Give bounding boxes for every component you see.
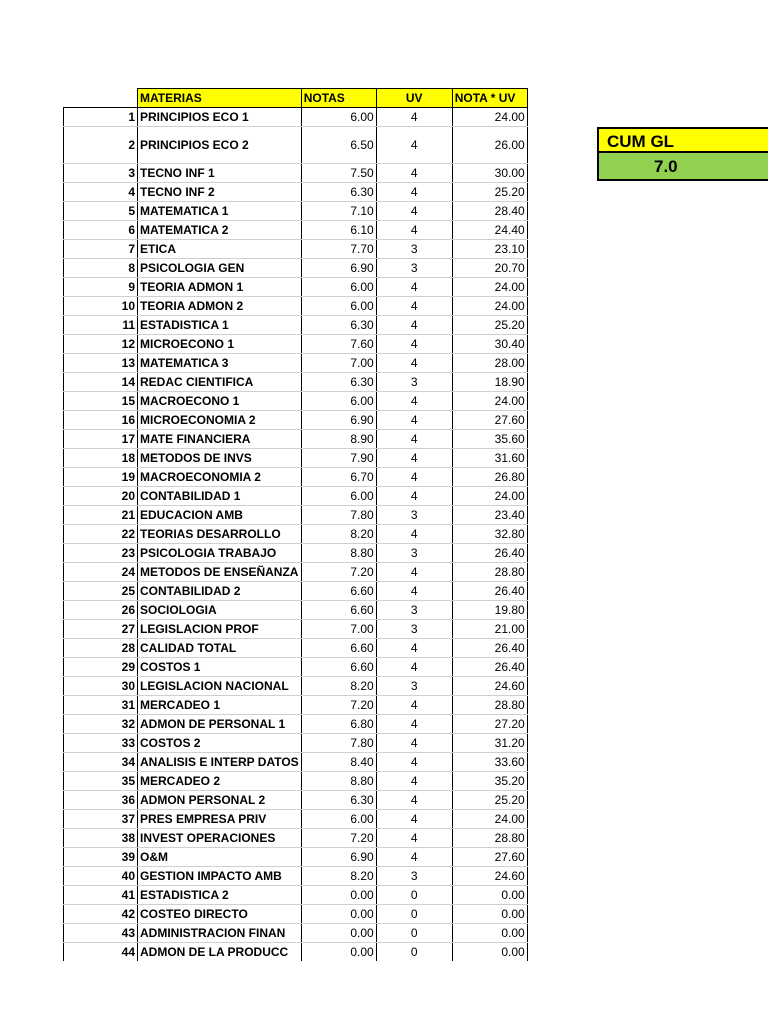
nota-cell: 8.20 [301, 677, 376, 696]
uv-cell: 3 [376, 373, 452, 392]
row-number: 9 [64, 278, 138, 297]
table-row [64, 430, 528, 449]
materia-cell: ADMINISTRACION FINAN [138, 924, 302, 943]
materia-cell: COSTOS 1 [138, 658, 302, 677]
uv-cell: 4 [376, 127, 452, 164]
materia-cell: ESTADISTICA 1 [138, 316, 302, 335]
nota-cell: 0.00 [301, 943, 376, 962]
uv-cell: 4 [376, 316, 452, 335]
row-number: 32 [64, 715, 138, 734]
uv-cell: 3 [376, 867, 452, 886]
materia-cell: O&M [138, 848, 302, 867]
nota-cell: 6.00 [301, 392, 376, 411]
nota-uv-cell: 24.00 [452, 297, 527, 316]
nota-uv-cell: 26.00 [452, 127, 527, 164]
table-row [64, 127, 528, 164]
uv-cell: 3 [376, 620, 452, 639]
cum-value: 7.0 [597, 153, 768, 181]
nota-cell: 6.60 [301, 601, 376, 620]
row-number: 44 [64, 943, 138, 962]
nota-uv-cell: 24.60 [452, 677, 527, 696]
nota-cell: 6.60 [301, 658, 376, 677]
table-row [64, 658, 528, 677]
table-row [64, 924, 528, 943]
nota-uv-cell: 25.20 [452, 316, 527, 335]
table-row [64, 886, 528, 905]
nota-uv-cell: 23.10 [452, 240, 527, 259]
table-row [64, 487, 528, 506]
row-number: 14 [64, 373, 138, 392]
nota-cell: 7.00 [301, 620, 376, 639]
table-row [64, 791, 528, 810]
table-row [64, 354, 528, 373]
table-row [64, 506, 528, 525]
cum-label: CUM GL [597, 127, 768, 153]
nota-uv-cell: 0.00 [452, 943, 527, 962]
row-number: 38 [64, 829, 138, 848]
nota-cell: 7.80 [301, 734, 376, 753]
nota-uv-cell: 26.40 [452, 639, 527, 658]
materia-cell: GESTION IMPACTO AMB [138, 867, 302, 886]
materia-cell: ADMON DE LA PRODUCC [138, 943, 302, 962]
nota-cell: 7.50 [301, 164, 376, 183]
row-number: 10 [64, 297, 138, 316]
materia-cell: TECNO INF 2 [138, 183, 302, 202]
nota-cell: 8.40 [301, 753, 376, 772]
nota-cell: 6.90 [301, 848, 376, 867]
materia-cell: COSTOS 2 [138, 734, 302, 753]
uv-cell: 4 [376, 278, 452, 297]
uv-cell: 0 [376, 905, 452, 924]
table-row [64, 582, 528, 601]
materia-cell: CALIDAD TOTAL [138, 639, 302, 658]
uv-cell: 4 [376, 202, 452, 221]
uv-cell: 4 [376, 734, 452, 753]
nota-uv-cell: 28.80 [452, 696, 527, 715]
materia-cell: ESTADISTICA 2 [138, 886, 302, 905]
nota-uv-cell: 0.00 [452, 924, 527, 943]
nota-cell: 6.50 [301, 127, 376, 164]
materia-cell: ANALISIS E INTERP DATOS [138, 753, 302, 772]
uv-cell: 4 [376, 563, 452, 582]
table-row [64, 335, 528, 354]
nota-uv-cell: 24.00 [452, 810, 527, 829]
uv-cell: 4 [376, 449, 452, 468]
table-row [64, 297, 528, 316]
materia-cell: TEORIA ADMON 1 [138, 278, 302, 297]
uv-cell: 4 [376, 392, 452, 411]
nota-cell: 8.90 [301, 430, 376, 449]
nota-cell: 6.30 [301, 183, 376, 202]
table-row [64, 810, 528, 829]
uv-cell: 4 [376, 810, 452, 829]
nota-cell: 6.90 [301, 259, 376, 278]
header-notas: NOTAS [301, 89, 376, 108]
uv-cell: 4 [376, 582, 452, 601]
table-row [64, 772, 528, 791]
nota-cell: 6.30 [301, 791, 376, 810]
row-number: 16 [64, 411, 138, 430]
row-number: 17 [64, 430, 138, 449]
table-row [64, 677, 528, 696]
nota-cell: 7.70 [301, 240, 376, 259]
materia-cell: PRES EMPRESA PRIV [138, 810, 302, 829]
uv-cell: 0 [376, 943, 452, 962]
nota-uv-cell: 27.60 [452, 411, 527, 430]
nota-uv-cell: 25.20 [452, 791, 527, 810]
row-number: 27 [64, 620, 138, 639]
table-row [64, 259, 528, 278]
uv-cell: 4 [376, 183, 452, 202]
nota-cell: 8.20 [301, 525, 376, 544]
row-number: 24 [64, 563, 138, 582]
nota-cell: 7.20 [301, 563, 376, 582]
nota-uv-cell: 28.80 [452, 829, 527, 848]
uv-cell: 0 [376, 886, 452, 905]
table-row [64, 202, 528, 221]
materia-cell: REDAC CIENTIFICA [138, 373, 302, 392]
table-row [64, 468, 528, 487]
table-row [64, 240, 528, 259]
nota-cell: 6.60 [301, 582, 376, 601]
nota-cell: 0.00 [301, 886, 376, 905]
nota-cell: 6.80 [301, 715, 376, 734]
table-row [64, 411, 528, 430]
nota-uv-cell: 0.00 [452, 905, 527, 924]
nota-uv-cell: 33.60 [452, 753, 527, 772]
nota-cell: 6.10 [301, 221, 376, 240]
materia-cell: INVEST OPERACIONES [138, 829, 302, 848]
table-row [64, 715, 528, 734]
row-number: 35 [64, 772, 138, 791]
table-row [64, 696, 528, 715]
nota-uv-cell: 26.40 [452, 658, 527, 677]
nota-uv-cell: 31.60 [452, 449, 527, 468]
nota-cell: 8.80 [301, 772, 376, 791]
row-number: 41 [64, 886, 138, 905]
nota-uv-cell: 0.00 [452, 886, 527, 905]
row-number: 7 [64, 240, 138, 259]
materia-cell: MATE FINANCIERA [138, 430, 302, 449]
row-number: 4 [64, 183, 138, 202]
uv-cell: 3 [376, 506, 452, 525]
nota-uv-cell: 30.40 [452, 335, 527, 354]
materia-cell: MATEMATICA 2 [138, 221, 302, 240]
row-number: 5 [64, 202, 138, 221]
nota-uv-cell: 20.70 [452, 259, 527, 278]
nota-uv-cell: 27.20 [452, 715, 527, 734]
uv-cell: 4 [376, 791, 452, 810]
table-row [64, 183, 528, 202]
row-number: 30 [64, 677, 138, 696]
uv-cell: 4 [376, 696, 452, 715]
row-number: 22 [64, 525, 138, 544]
nota-uv-cell: 18.90 [452, 373, 527, 392]
nota-cell: 6.60 [301, 639, 376, 658]
row-number: 28 [64, 639, 138, 658]
nota-uv-cell: 26.40 [452, 582, 527, 601]
nota-uv-cell: 28.00 [452, 354, 527, 373]
row-number: 18 [64, 449, 138, 468]
uv-cell: 4 [376, 772, 452, 791]
row-number: 19 [64, 468, 138, 487]
materia-cell: MATEMATICA 3 [138, 354, 302, 373]
nota-cell: 6.00 [301, 108, 376, 127]
nota-cell: 7.20 [301, 696, 376, 715]
nota-cell: 7.00 [301, 354, 376, 373]
table-row [64, 164, 528, 183]
nota-cell: 7.10 [301, 202, 376, 221]
nota-uv-cell: 21.00 [452, 620, 527, 639]
row-number: 3 [64, 164, 138, 183]
nota-cell: 6.00 [301, 487, 376, 506]
materia-cell: TEORIA ADMON 2 [138, 297, 302, 316]
materia-cell: CONTABILIDAD 1 [138, 487, 302, 506]
nota-uv-cell: 25.20 [452, 183, 527, 202]
materia-cell: PRINCIPIOS ECO 2 [138, 127, 302, 164]
uv-cell: 4 [376, 525, 452, 544]
nota-uv-cell: 19.80 [452, 601, 527, 620]
materia-cell: MACROECONO 1 [138, 392, 302, 411]
uv-cell: 4 [376, 354, 452, 373]
table-row [64, 108, 528, 127]
nota-uv-cell: 24.00 [452, 108, 527, 127]
row-number: 15 [64, 392, 138, 411]
nota-uv-cell: 24.00 [452, 487, 527, 506]
materia-cell: LEGISLACION PROF [138, 620, 302, 639]
materia-cell: TECNO INF 1 [138, 164, 302, 183]
nota-uv-cell: 35.60 [452, 430, 527, 449]
materia-cell: METODOS DE INVS [138, 449, 302, 468]
materia-cell: MATEMATICA 1 [138, 202, 302, 221]
table-row [64, 221, 528, 240]
materia-cell: TEORIAS DESARROLLO [138, 525, 302, 544]
header-materias: MATERIAS [138, 89, 302, 108]
row-number: 26 [64, 601, 138, 620]
materia-cell: MICROECONOMIA 2 [138, 411, 302, 430]
uv-cell: 4 [376, 335, 452, 354]
uv-cell: 4 [376, 221, 452, 240]
row-number: 20 [64, 487, 138, 506]
materia-cell: MERCADEO 2 [138, 772, 302, 791]
row-number: 37 [64, 810, 138, 829]
row-number: 43 [64, 924, 138, 943]
nota-uv-cell: 24.00 [452, 278, 527, 297]
table-row [64, 316, 528, 335]
nota-cell: 0.00 [301, 905, 376, 924]
header-row [64, 89, 528, 108]
row-number: 36 [64, 791, 138, 810]
row-number: 21 [64, 506, 138, 525]
materia-cell: PSICOLOGIA GEN [138, 259, 302, 278]
row-number-header [64, 89, 138, 108]
row-number: 33 [64, 734, 138, 753]
nota-cell: 6.00 [301, 810, 376, 829]
uv-cell: 3 [376, 259, 452, 278]
header-uv: UV [376, 89, 452, 108]
table-row [64, 734, 528, 753]
table-row [64, 449, 528, 468]
cum-summary-box [597, 127, 768, 181]
materia-cell: ADMON PERSONAL 2 [138, 791, 302, 810]
table-row [64, 278, 528, 297]
header-nota-uv: NOTA * UV [452, 89, 527, 108]
row-number: 42 [64, 905, 138, 924]
row-number: 6 [64, 221, 138, 240]
nota-cell: 6.90 [301, 411, 376, 430]
table-row [64, 544, 528, 563]
nota-cell: 6.00 [301, 297, 376, 316]
nota-cell: 6.70 [301, 468, 376, 487]
uv-cell: 4 [376, 715, 452, 734]
row-number: 12 [64, 335, 138, 354]
nota-uv-cell: 24.00 [452, 392, 527, 411]
uv-cell: 0 [376, 924, 452, 943]
uv-cell: 4 [376, 848, 452, 867]
uv-cell: 4 [376, 487, 452, 506]
materia-cell: PRINCIPIOS ECO 1 [138, 108, 302, 127]
uv-cell: 3 [376, 601, 452, 620]
row-number: 31 [64, 696, 138, 715]
uv-cell: 4 [376, 468, 452, 487]
nota-uv-cell: 30.00 [452, 164, 527, 183]
table-row [64, 848, 528, 867]
nota-cell: 6.00 [301, 278, 376, 297]
materia-cell: LEGISLACION NACIONAL [138, 677, 302, 696]
materia-cell: MERCADEO 1 [138, 696, 302, 715]
uv-cell: 3 [376, 677, 452, 696]
row-number: 39 [64, 848, 138, 867]
nota-uv-cell: 26.40 [452, 544, 527, 563]
row-number: 23 [64, 544, 138, 563]
materia-cell: SOCIOLOGIA [138, 601, 302, 620]
materia-cell: PSICOLOGIA TRABAJO [138, 544, 302, 563]
materia-cell: MACROECONOMIA 2 [138, 468, 302, 487]
row-number: 11 [64, 316, 138, 335]
row-number: 1 [64, 108, 138, 127]
row-number: 25 [64, 582, 138, 601]
uv-cell: 4 [376, 829, 452, 848]
table-row [64, 525, 528, 544]
uv-cell: 4 [376, 108, 452, 127]
table-row [64, 392, 528, 411]
grades-table [63, 88, 528, 961]
table-row [64, 753, 528, 772]
nota-cell: 8.80 [301, 544, 376, 563]
uv-cell: 3 [376, 240, 452, 259]
nota-cell: 0.00 [301, 924, 376, 943]
table-row [64, 943, 528, 962]
nota-cell: 7.60 [301, 335, 376, 354]
nota-cell: 7.20 [301, 829, 376, 848]
nota-uv-cell: 31.20 [452, 734, 527, 753]
materia-cell: CONTABILIDAD 2 [138, 582, 302, 601]
table-row [64, 639, 528, 658]
materia-cell: ETICA [138, 240, 302, 259]
uv-cell: 4 [376, 164, 452, 183]
nota-uv-cell: 35.20 [452, 772, 527, 791]
uv-cell: 4 [376, 658, 452, 677]
nota-uv-cell: 24.60 [452, 867, 527, 886]
nota-cell: 6.30 [301, 316, 376, 335]
row-number: 2 [64, 127, 138, 164]
materia-cell: COSTEO DIRECTO [138, 905, 302, 924]
uv-cell: 4 [376, 411, 452, 430]
row-number: 34 [64, 753, 138, 772]
nota-uv-cell: 28.80 [452, 563, 527, 582]
table-row [64, 620, 528, 639]
uv-cell: 4 [376, 297, 452, 316]
nota-uv-cell: 32.80 [452, 525, 527, 544]
nota-cell: 6.30 [301, 373, 376, 392]
materia-cell: EDUCACION AMB [138, 506, 302, 525]
nota-uv-cell: 24.40 [452, 221, 527, 240]
uv-cell: 4 [376, 430, 452, 449]
materia-cell: MICROECONO 1 [138, 335, 302, 354]
table-row [64, 563, 528, 582]
nota-cell: 7.80 [301, 506, 376, 525]
nota-uv-cell: 28.40 [452, 202, 527, 221]
table-row [64, 905, 528, 924]
table-row [64, 601, 528, 620]
materia-cell: METODOS DE ENSEÑANZA [138, 563, 302, 582]
nota-cell: 7.90 [301, 449, 376, 468]
row-number: 13 [64, 354, 138, 373]
nota-cell: 8.20 [301, 867, 376, 886]
nota-uv-cell: 23.40 [452, 506, 527, 525]
uv-cell: 4 [376, 753, 452, 772]
row-number: 8 [64, 259, 138, 278]
uv-cell: 4 [376, 639, 452, 658]
table-row [64, 867, 528, 886]
nota-uv-cell: 27.60 [452, 848, 527, 867]
nota-uv-cell: 26.80 [452, 468, 527, 487]
row-number: 29 [64, 658, 138, 677]
table-row [64, 829, 528, 848]
materia-cell: ADMON DE PERSONAL 1 [138, 715, 302, 734]
row-number: 40 [64, 867, 138, 886]
table-row [64, 373, 528, 392]
uv-cell: 3 [376, 544, 452, 563]
